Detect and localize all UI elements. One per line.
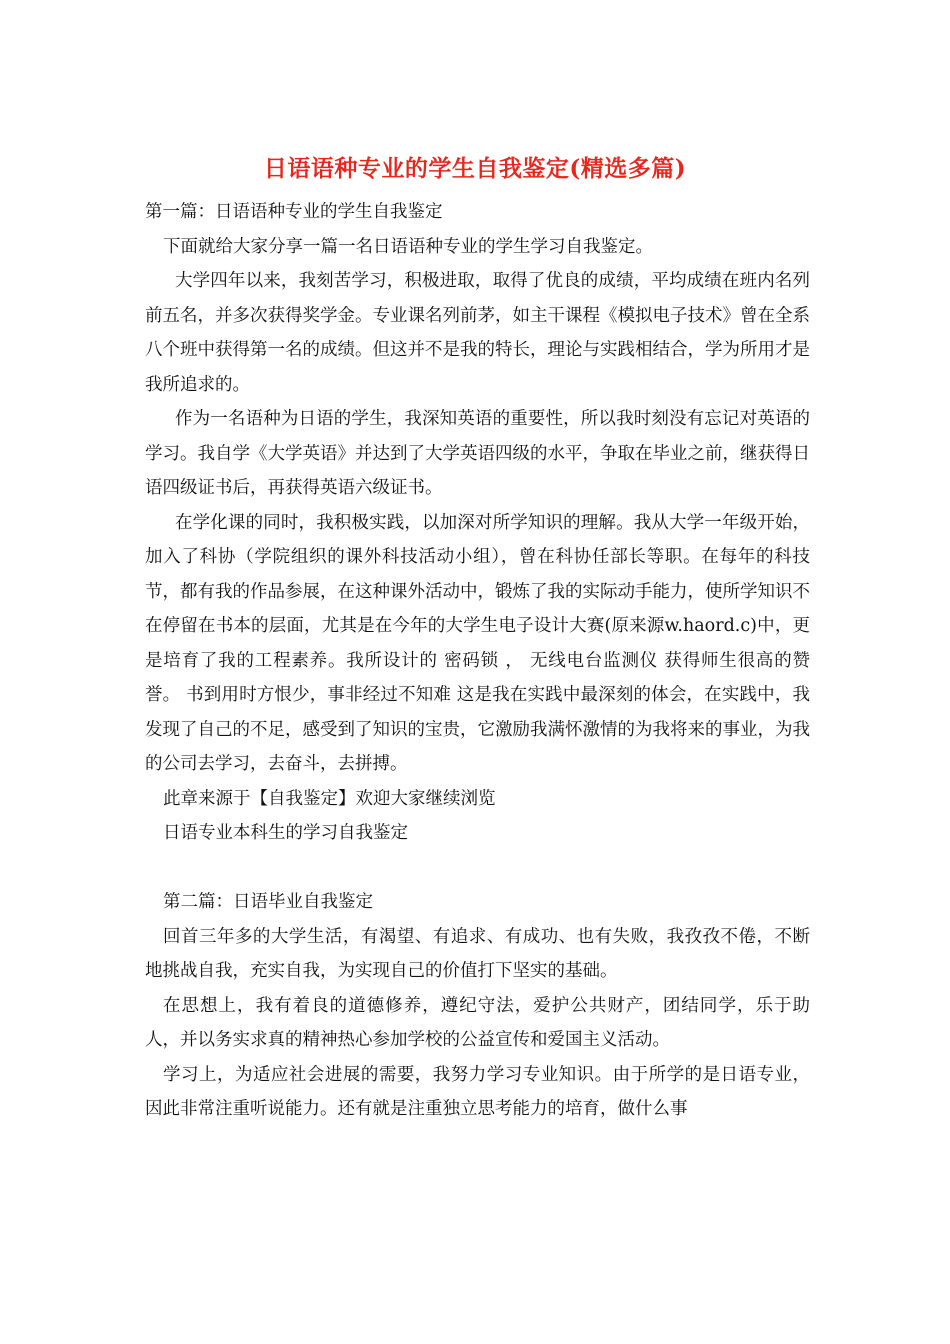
section-heading-2: 第二篇：日语毕业自我鉴定 [163, 892, 373, 912]
blank-line [145, 851, 810, 886]
paragraph: 在思想上，我有着良的道德修养，遵纪守法，爱护公共财产，团结同学，乐于助人，并以务实求真的精神热心参加学校的公益宣传和爱国主义活动。 [145, 995, 810, 1050]
source-note: 此章来源于【自我鉴定】欢迎大家继续浏览 [163, 788, 496, 809]
document-title: 日语语种专业的学生自我鉴定(精选多篇) [263, 155, 687, 182]
related-article-title: 日语专业本科生的学习自我鉴定 [163, 823, 408, 843]
paragraph: 大学四年以来，我刻苦学习，积极进取，取得了优良的成绩，平均成绩在班内名列前五名，并多次获得奖学金。专业课名列前茅，如主干课程《模拟电子技术》曾在全系八个班中获得第一名的成绩。但这并不是我的特长，理论与实践相结合，学为所用才是我所追求的。 [145, 271, 810, 395]
paragraph: 作为一名语种为日语的学生，我深知英语的重要性，所以我时刻没有忘记对英语的学习。我自学《大学英语》并达到了大学英语四级的水平，争取在毕业之前，继获得日语四级证书后，再获得英语六级证书。 [145, 409, 810, 498]
paragraph: 回首三年多的大学生活，有渴望、有追求、有成功、也有失败，我孜孜不倦，不断地挑战自我，充实自我，为实现自己的价值打下坚实的基础。 [145, 926, 810, 981]
paragraph: 下面就给大家分享一篇一名日语语种专业的学生学习自我鉴定。 [163, 236, 653, 257]
paragraph: 在学化课的同时，我积极实践，以加深对所学知识的理解。我从大学一年级开始，加入了科协（学院组织的课外科技活动小组），曾在科协任部长等职。在每年的科技节，都有我的作品参展，在这种课外活动中，锻炼了我的实际动手能力，使所学知识不在停留在书本的层面，尤其是在今年的大学生电子设计大赛(原来源w.haord.c)中，更是培育了我的工程素养。我所设计的 密码锁 ， 无线电台监测仪 获得师生很高的赞誉。 书到用时方恨少，事非经过不知难 这是我在实践中最深刻的体会，在实践中，我发现了自己的不足，感受到了知识的宝贵，它激励我满怀激情的为我将来的事业，为我的公司去学习，去奋斗，去拼搏。 [145, 512, 810, 774]
paragraph: 学习上，为适应社会进展的需要，我努力学习专业知识。由于所学的是日语专业，因此非常注重听说能力。还有就是注重独立思考能力的培育，做什么事 [145, 1064, 810, 1119]
section-heading-1: 第一篇：日语语种专业的学生自我鉴定 [145, 202, 443, 222]
document-body [145, 195, 810, 1127]
